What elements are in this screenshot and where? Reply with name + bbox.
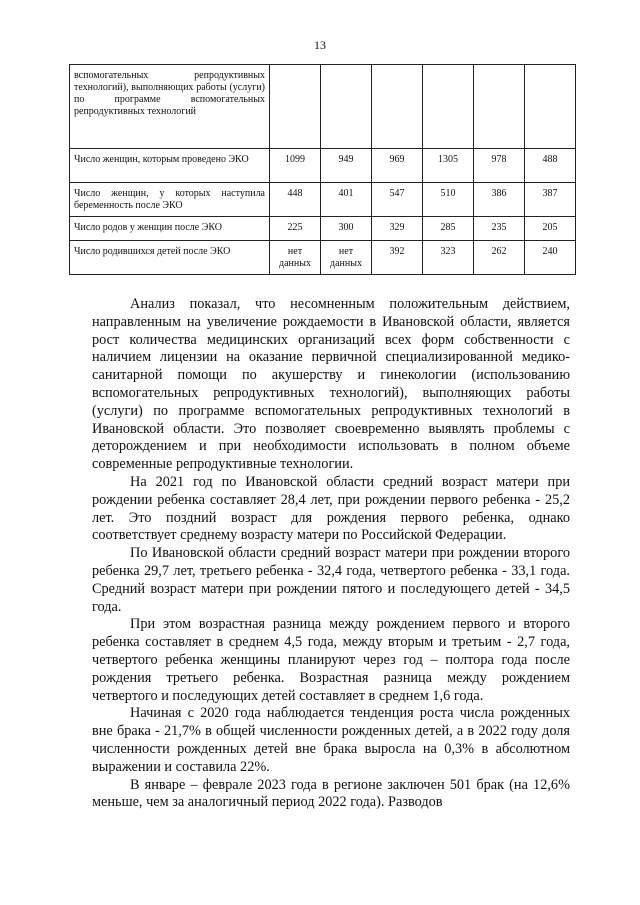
paragraph: Начиная с 2020 года наблюдается тенденция роста числа рожденных вне брака - 21,7% в общей численности рожденных детей, а в 2022 году доля численности рожденных детей вне брака выросла на 0,3% в абсолютном выражении и составила 22%. [92, 705, 570, 775]
row-label: Число женщин, которым проведено ЭКО [70, 149, 270, 183]
table-cell [525, 65, 576, 149]
statistics-table [69, 64, 576, 275]
table-cell: 386 [474, 183, 525, 217]
table-cell: 329 [372, 217, 423, 241]
table-cell: 323 [423, 241, 474, 275]
table-cell: 978 [474, 149, 525, 183]
table-cell: 547 [372, 183, 423, 217]
table-cell: 510 [423, 183, 474, 217]
table-cell [423, 65, 474, 149]
paragraph: При этом возрастная разница между рождением первого и второго ребенка составляет в среднем 4,5 года, между вторым и третьим - 2,7 года, четвертого ребенка женщины планируют через год – полтора года после рождения третьего ребенка. Возрастная разница между рождением четвертого и последующих детей составляет в среднем 1,6 года. [92, 616, 570, 704]
table-cell [270, 65, 321, 149]
table-cell [321, 65, 372, 149]
row-label: Число родов у женщин после ЭКО [70, 217, 270, 241]
paragraph: На 2021 год по Ивановской области средний возраст матери при рождении ребенка составляет 28,4 лет, при рождении первого ребенка - 25,2 лет. Это поздний возраст для рождения первого ребенка, однако соответствует среднему возрасту матери по Российской Федерации. [92, 473, 570, 544]
table-cell: 1305 [423, 149, 474, 183]
table-cell: 1099 [270, 149, 321, 183]
table-cell: 225 [270, 217, 321, 241]
table-cell: 392 [372, 241, 423, 275]
table-cell: 448 [270, 183, 321, 217]
table-cell: 205 [525, 217, 576, 241]
table-cell: 235 [474, 217, 525, 241]
paragraph: Анализ показал, что несомненным положительным действием, направленным на увеличение рождаемости в Ивановской области, является рост количества медицинских организаций всех форм собственности с наличием лицензии на оказание первичной специализированной медико-санитарной помощи по акушерству и гинекологии (использованию вспомогательных репродуктивных технологий), выполняющих работы (услуги) по программе вспомогательных репродуктивных технологий в Ивановской области. Это позволяет своевременно выявлять проблемы с деторождением и при необходимости использовать в полном объеме современные репродуктивные технологии. [92, 296, 570, 473]
table-cell: нет данных [270, 241, 321, 275]
table-cell: 387 [525, 183, 576, 217]
page-number: 13 [314, 38, 326, 52]
table-row [70, 241, 576, 275]
table-row [70, 183, 576, 217]
table-cell: нет данных [321, 241, 372, 275]
row-label: Число родившихся детей после ЭКО [70, 241, 270, 275]
table-cell: 262 [474, 241, 525, 275]
table-cell [372, 65, 423, 149]
table-cell: 401 [321, 183, 372, 217]
table-cell: 300 [321, 217, 372, 241]
paragraph: В январе – феврале 2023 года в регионе заключен 501 брак (на 12,6% меньше, чем за аналогичный период 2022 года). Разводов [92, 776, 570, 811]
table-cell: 240 [525, 241, 576, 275]
paragraph: По Ивановской области средний возраст матери при рождении второго ребенка 29,7 лет, третьего ребенка - 32,4 года, четвертого ребенка - 33,1 года. Средний возраст матери при рождении пятого и последующего детей - 34,5 года. [92, 545, 570, 615]
table-row [70, 149, 576, 183]
table-cell: 488 [525, 149, 576, 183]
table-cell: 285 [423, 217, 474, 241]
table-row [70, 65, 576, 149]
body-text [92, 296, 570, 812]
table-cell [474, 65, 525, 149]
table-row [70, 217, 576, 241]
row-label: вспомогательных репродуктивных технологий), выполняющих работы (услуги) по программе вспомогательных репродуктивных технологий [70, 65, 270, 149]
table-cell: 949 [321, 149, 372, 183]
table-cell: 969 [372, 149, 423, 183]
row-label: Число женщин, у которых наступила беременность после ЭКО [70, 183, 270, 217]
